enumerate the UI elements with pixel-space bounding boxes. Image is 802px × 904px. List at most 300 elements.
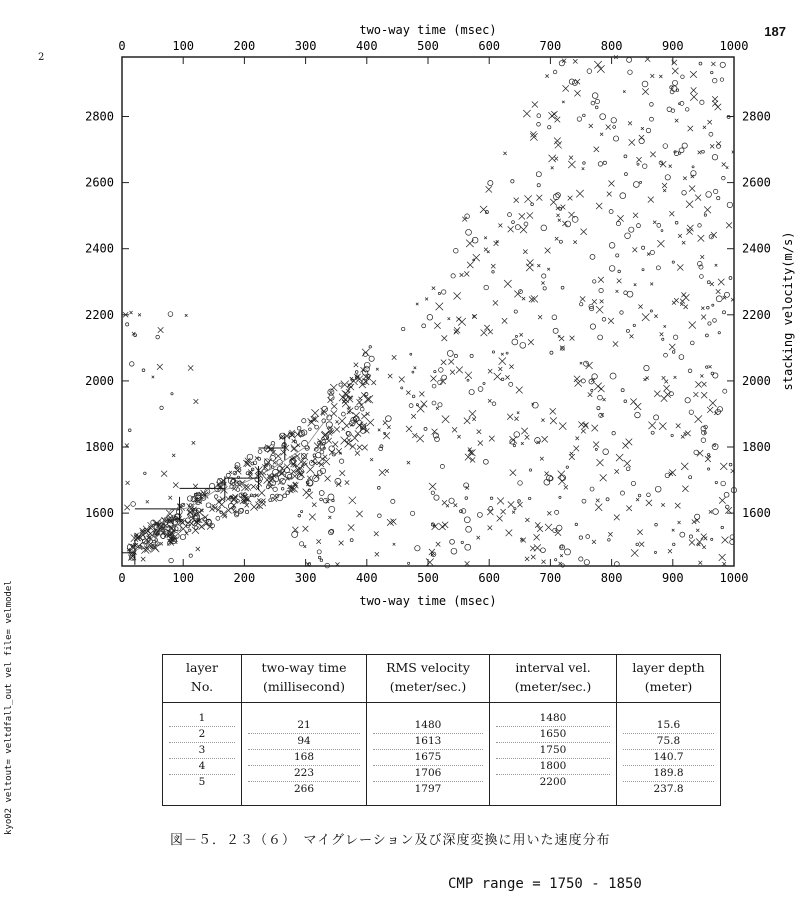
scatter-point-x	[448, 317, 451, 320]
scatter-point-o	[435, 437, 440, 442]
time-value: 223	[248, 766, 360, 782]
scatter-point-x	[662, 183, 667, 188]
scatter-point-o	[509, 382, 513, 386]
scatter-point-x	[574, 376, 580, 382]
scatter-point-x	[355, 451, 360, 456]
scatter-point-o	[673, 335, 677, 339]
scatter-point-o	[556, 193, 561, 198]
scatter-point-x	[527, 212, 533, 218]
scatter-point-o	[717, 196, 720, 199]
time-value: 21	[248, 718, 360, 734]
scatter-point-o	[439, 368, 444, 373]
scatter-point-x	[507, 414, 513, 420]
scatter-point-x	[712, 101, 718, 107]
scatter-point-x	[603, 398, 606, 401]
scatter-point-x	[710, 144, 714, 148]
scatter-point-o	[297, 426, 301, 430]
scatter-point-o	[603, 449, 609, 455]
scatter-point-o	[129, 362, 134, 367]
scatter-point-x	[554, 138, 561, 145]
scatter-point-x	[588, 392, 593, 397]
scatter-point-o	[725, 505, 729, 509]
scatter-point-x	[306, 466, 314, 474]
scatter-point-o	[644, 365, 649, 370]
figure-caption: 図－５．２３（６） マイグレーション及び深度変換に用いた速度分布	[170, 833, 611, 848]
scatter-point-o	[339, 459, 343, 463]
scatter-point-x	[484, 248, 488, 252]
scatter-point-x	[594, 61, 602, 69]
scatter-point-x	[218, 501, 225, 508]
scatter-point-o	[636, 543, 639, 546]
scatter-point-x	[663, 385, 669, 391]
scatter-point-x	[581, 429, 586, 434]
scatter-point-x	[630, 398, 636, 404]
scatter-point-o	[582, 499, 586, 503]
scatter-point-x	[570, 336, 575, 341]
scatter-point-o	[715, 481, 717, 483]
scatter-point-x	[703, 536, 707, 540]
scatter-point-o	[618, 270, 621, 273]
scatter-point-x	[245, 484, 251, 490]
scatter-point-x	[675, 119, 679, 123]
scatter-point-o	[401, 387, 403, 389]
scatter-point-x	[510, 469, 516, 475]
scatter-point-o	[608, 539, 611, 542]
scatter-point-o	[624, 155, 627, 158]
scatter-point-o	[520, 342, 526, 348]
scatter-point-o	[512, 339, 518, 345]
scatter-point-x	[130, 311, 133, 314]
scatter-point-x	[432, 429, 438, 435]
scatter-point-o	[712, 78, 717, 83]
scatter-point-o	[650, 103, 654, 107]
scatter-point-x	[637, 530, 642, 535]
scatter-point-x	[501, 353, 504, 356]
y-tick-label: 2600	[742, 175, 771, 190]
scatter-point-o	[369, 356, 374, 361]
scatter-point-o	[580, 303, 583, 306]
scatter-point-o	[698, 224, 702, 228]
scatter-point-x	[550, 408, 556, 414]
scatter-point-o	[328, 530, 333, 535]
scatter-point-x	[442, 416, 450, 424]
scatter-point-x	[489, 436, 495, 442]
scatter-point-o	[609, 210, 613, 214]
scatter-point-x	[636, 498, 639, 501]
scatter-point-x	[641, 127, 644, 130]
scatter-point-x	[512, 511, 515, 514]
scatter-point-x	[650, 282, 653, 285]
scatter-point-x	[676, 423, 681, 428]
scatter-point-o	[438, 403, 442, 407]
scatter-point-x	[542, 436, 548, 442]
scatter-point-x	[478, 441, 483, 446]
scatter-point-o	[591, 101, 595, 105]
x-tick-label: 0	[118, 39, 126, 53]
scatter-point-o	[194, 526, 198, 530]
scatter-point-o	[729, 277, 732, 280]
scatter-point-o	[557, 525, 562, 530]
scatter-point-x	[642, 88, 649, 95]
scatter-point-o	[319, 491, 324, 496]
scatter-point-x	[343, 396, 349, 402]
scatter-point-o	[259, 477, 263, 481]
scatter-point-o	[672, 261, 674, 263]
scatter-point-x	[722, 162, 726, 166]
scatter-point-x	[682, 241, 685, 244]
scatter-point-x	[586, 362, 593, 369]
scatter-point-x	[592, 540, 596, 544]
scatter-point-o	[355, 371, 358, 374]
scatter-point-x	[672, 68, 679, 75]
scatter-point-x	[385, 469, 389, 473]
scatter-point-x	[525, 557, 529, 561]
scatter-point-o	[510, 439, 515, 444]
scatter-point-o	[408, 562, 410, 564]
y-tick-label: 2800	[85, 109, 114, 124]
scatter-point-x	[680, 303, 683, 306]
scatter-point-o	[438, 292, 440, 294]
scatter-point-x	[284, 464, 290, 470]
scatter-point-x	[414, 366, 417, 369]
scatter-point-x	[575, 437, 579, 441]
scatter-point-x	[347, 411, 350, 414]
scatter-point-o	[713, 319, 717, 323]
scatter-point-o	[537, 114, 541, 118]
rms-value: 1675	[373, 750, 483, 766]
scatter-point-x	[720, 463, 727, 470]
scatter-point-o	[350, 539, 353, 542]
scatter-point-x	[597, 65, 604, 72]
scatter-point-x	[488, 399, 491, 402]
scatter-point-x	[419, 391, 424, 396]
scatter-point-x	[375, 552, 379, 556]
cmp-range: CMP range = 1750 - 1850	[448, 876, 642, 892]
scatter-point-x	[716, 141, 721, 146]
scatter-point-o	[434, 495, 439, 500]
scatter-point-o	[699, 62, 702, 65]
scatter-point-x	[325, 475, 331, 481]
scatter-point-o	[722, 176, 726, 180]
col-layer	[163, 703, 242, 806]
scatter-point-x	[412, 433, 417, 438]
scatter-point-x	[560, 554, 563, 557]
scatter-point-o	[583, 162, 586, 165]
layer-no: 1	[169, 711, 235, 727]
scatter-point-o	[586, 535, 590, 539]
scatter-point-o	[579, 536, 582, 539]
depth-value: 237.8	[653, 783, 684, 795]
scatter-point-x	[304, 545, 307, 548]
scatter-point-o	[512, 221, 515, 224]
scatter-point-o	[322, 406, 328, 412]
scatter-point-o	[581, 379, 585, 383]
x-tick-label: 200	[233, 39, 256, 53]
scatter-point-x	[523, 110, 530, 117]
scatter-point-x	[606, 125, 611, 130]
scatter-point-o	[181, 519, 183, 521]
scatter-point-o	[537, 184, 540, 187]
scatter-point-x	[417, 405, 424, 412]
scatter-point-x	[697, 543, 700, 546]
scatter-point-o	[592, 93, 598, 99]
scatter-point-x	[436, 407, 439, 410]
rms-value: 1613	[373, 734, 483, 750]
scatter-point-o	[477, 512, 482, 517]
scatter-point-x	[257, 481, 262, 486]
scatter-point-o	[679, 355, 684, 360]
scatter-point-o	[671, 109, 675, 113]
scatter-point-o	[514, 508, 516, 510]
scatter-point-o	[169, 558, 174, 563]
scatter-point-x	[638, 305, 642, 309]
scatter-point-o	[606, 498, 609, 501]
col-depth	[617, 703, 721, 806]
scatter-point-x	[316, 539, 321, 544]
scatter-point-o	[434, 370, 436, 372]
scatter-point-x	[550, 417, 557, 424]
scatter-point-x	[685, 431, 690, 436]
scatter-point-o	[626, 329, 629, 332]
scatter-point-o	[270, 455, 275, 460]
scatter-point-o	[346, 432, 351, 437]
scatter-point-x	[502, 318, 507, 323]
header-interval: interval vel. (meter/sec.)	[490, 655, 617, 703]
scatter-point-x	[303, 526, 309, 532]
scatter-point-x	[522, 297, 525, 300]
scatter-point-x	[660, 161, 666, 167]
scatter-point-o	[688, 369, 692, 373]
scatter-point-x	[311, 409, 318, 416]
scatter-point-o	[727, 202, 732, 207]
scatter-point-o	[415, 546, 420, 551]
scatter-point-x	[342, 428, 345, 431]
scatter-point-o	[298, 514, 301, 517]
scatter-point-x	[626, 505, 632, 511]
scatter-point-o	[685, 108, 689, 112]
scatter-point-o	[682, 143, 687, 148]
scatter-point-x	[514, 291, 521, 298]
x-tick-label: 600	[478, 571, 501, 585]
scatter-point-x	[598, 385, 605, 392]
scatter-point-x	[146, 500, 149, 503]
rms-value: 1480	[373, 718, 483, 734]
scatter-point-x	[527, 259, 534, 266]
scatter-point-x	[383, 421, 388, 426]
scatter-point-o	[705, 334, 708, 337]
scatter-point-o	[492, 271, 494, 273]
scatter-point-x	[715, 104, 722, 111]
scatter-point-x	[481, 329, 488, 336]
scatter-point-x	[701, 315, 706, 320]
scatter-point-o	[709, 132, 713, 136]
scatter-point-x	[525, 518, 529, 522]
scatter-point-x	[367, 419, 374, 426]
scatter-point-o	[559, 240, 562, 243]
scatter-point-o	[301, 430, 307, 436]
scatter-point-x	[702, 382, 706, 386]
scatter-point-o	[613, 126, 616, 129]
scatter-point-x	[173, 482, 178, 487]
scatter-point-o	[642, 269, 644, 271]
scatter-point-x	[683, 176, 687, 180]
scatter-point-x	[225, 507, 231, 513]
scatter-point-x	[545, 524, 552, 531]
scatter-point-o	[713, 189, 717, 193]
scatter-point-o	[320, 498, 323, 501]
scatter-point-x	[558, 471, 565, 478]
scatter-point-x	[521, 428, 527, 434]
scatter-point-x	[521, 442, 524, 445]
scatter-point-x	[608, 180, 614, 186]
scatter-point-x	[686, 201, 693, 208]
scatter-point-x	[472, 417, 476, 421]
scatter-point-o	[323, 498, 328, 503]
scatter-point-o	[529, 469, 531, 471]
scatter-point-o	[552, 315, 557, 320]
scatter-point-o	[513, 444, 515, 446]
scatter-point-o	[316, 453, 321, 458]
scatter-point-o	[488, 180, 493, 185]
scatter-point-o	[238, 508, 243, 513]
scatter-point-x	[537, 264, 540, 267]
scatter-point-x	[528, 339, 534, 345]
scatter-point-o	[461, 541, 463, 543]
scatter-point-o	[555, 510, 559, 514]
time-value: 168	[248, 750, 360, 766]
scatter-point-x	[157, 364, 163, 370]
scatter-point-o	[620, 193, 626, 199]
scatter-point-x	[574, 90, 580, 96]
x-tick-label: 400	[355, 39, 378, 53]
scatter-point-x	[596, 459, 603, 466]
scatter-point-o	[442, 375, 447, 380]
scatter-point-x	[629, 139, 635, 145]
scatter-point-x	[716, 289, 721, 294]
scatter-point-o	[550, 351, 553, 354]
scatter-point-x	[707, 120, 711, 124]
scatter-point-o	[695, 514, 700, 519]
scatter-point-x	[569, 156, 573, 160]
scatter-point-x	[570, 452, 573, 455]
scatter-point-x	[554, 157, 558, 161]
scatter-point-x	[695, 381, 701, 387]
scatter-point-x	[534, 544, 541, 551]
y-tick-label: 2400	[742, 241, 771, 256]
scatter-point-x	[456, 366, 463, 373]
scatter-point-x	[256, 486, 260, 490]
scatter-point-x	[636, 157, 641, 162]
scatter-point-x	[406, 426, 412, 432]
scatter-point-x	[272, 497, 277, 502]
scatter-point-x	[491, 264, 495, 268]
scatter-point-o	[650, 117, 654, 121]
header-rms: RMS velocity (meter/sec.)	[367, 655, 490, 703]
scatter-point-x	[328, 516, 331, 519]
header-time: two-way time (millisecond)	[242, 655, 367, 703]
scatter-point-x	[434, 322, 440, 328]
scatter-point-x	[678, 234, 682, 238]
x-tick-label: 700	[539, 39, 562, 53]
scatter-point-x	[594, 147, 599, 152]
scatter-point-o	[721, 481, 726, 486]
scatter-point-x	[472, 314, 477, 319]
scatter-point-o	[642, 246, 645, 249]
scatter-point-o	[214, 495, 218, 499]
scatter-point-x	[558, 219, 561, 222]
scatter-point-x	[426, 559, 434, 567]
scatter-point-x	[608, 532, 612, 536]
scatter-point-x	[519, 213, 525, 219]
interval-value: 1650	[496, 727, 610, 743]
scatter-point-o	[625, 233, 631, 239]
scatter-point-x	[662, 376, 666, 380]
scatter-point-x	[194, 399, 199, 404]
scatter-point-o	[599, 288, 603, 292]
scatter-point-x	[399, 377, 405, 383]
scatter-point-x	[494, 241, 499, 246]
scatter-point-o	[543, 287, 546, 290]
scatter-point-o	[412, 371, 414, 373]
scatter-point-x	[688, 126, 693, 131]
scatter-point-x	[695, 195, 701, 201]
scatter-point-x	[416, 435, 423, 442]
scatter-point-o	[281, 488, 284, 491]
scatter-point-x	[374, 531, 379, 536]
scatter-point-x	[700, 255, 704, 259]
scatter-point-o	[724, 292, 729, 297]
scatter-point-o	[466, 229, 472, 235]
scatter-point-x	[659, 423, 666, 430]
scatter-point-x	[536, 195, 542, 201]
scatter-point-x	[421, 401, 428, 408]
scatter-point-x	[188, 365, 193, 370]
scatter-point-o	[341, 412, 345, 416]
scatter-point-x	[593, 441, 599, 447]
scatter-point-o	[651, 431, 654, 434]
scatter-point-x	[407, 461, 410, 464]
scatter-point-x	[328, 431, 332, 435]
scatter-point-o	[236, 488, 240, 492]
scatter-point-o	[590, 254, 595, 259]
scatter-point-o	[453, 248, 458, 253]
scatter-point-x	[594, 383, 601, 390]
scatter-point-o	[682, 190, 687, 195]
scatter-point-x	[709, 365, 712, 368]
scatter-point-x	[504, 280, 512, 288]
scatter-point-x	[365, 395, 373, 403]
scatter-point-o	[317, 550, 321, 554]
scatter-point-x	[573, 446, 579, 452]
scatter-point-x	[341, 437, 349, 445]
scatter-point-x	[138, 313, 141, 316]
scatter-point-o	[216, 516, 220, 520]
scatter-point-x	[520, 226, 527, 233]
scatter-point-x	[647, 253, 650, 256]
scatter-point-x	[301, 465, 304, 468]
scatter-point-o	[432, 401, 436, 405]
side-file-note: kyo02 veltout= veltdfall_out vel file= velmodel	[4, 580, 14, 835]
scatter-point-x	[488, 525, 493, 530]
scatter-point-x	[448, 359, 454, 365]
scatter-point-o	[722, 311, 725, 314]
scatter-point-o	[655, 486, 661, 492]
scatter-point-x	[578, 421, 584, 427]
scatter-point-x	[669, 344, 675, 350]
scatter-point-x	[379, 469, 386, 476]
scatter-point-x	[508, 501, 514, 507]
scatter-point-x	[370, 458, 373, 461]
